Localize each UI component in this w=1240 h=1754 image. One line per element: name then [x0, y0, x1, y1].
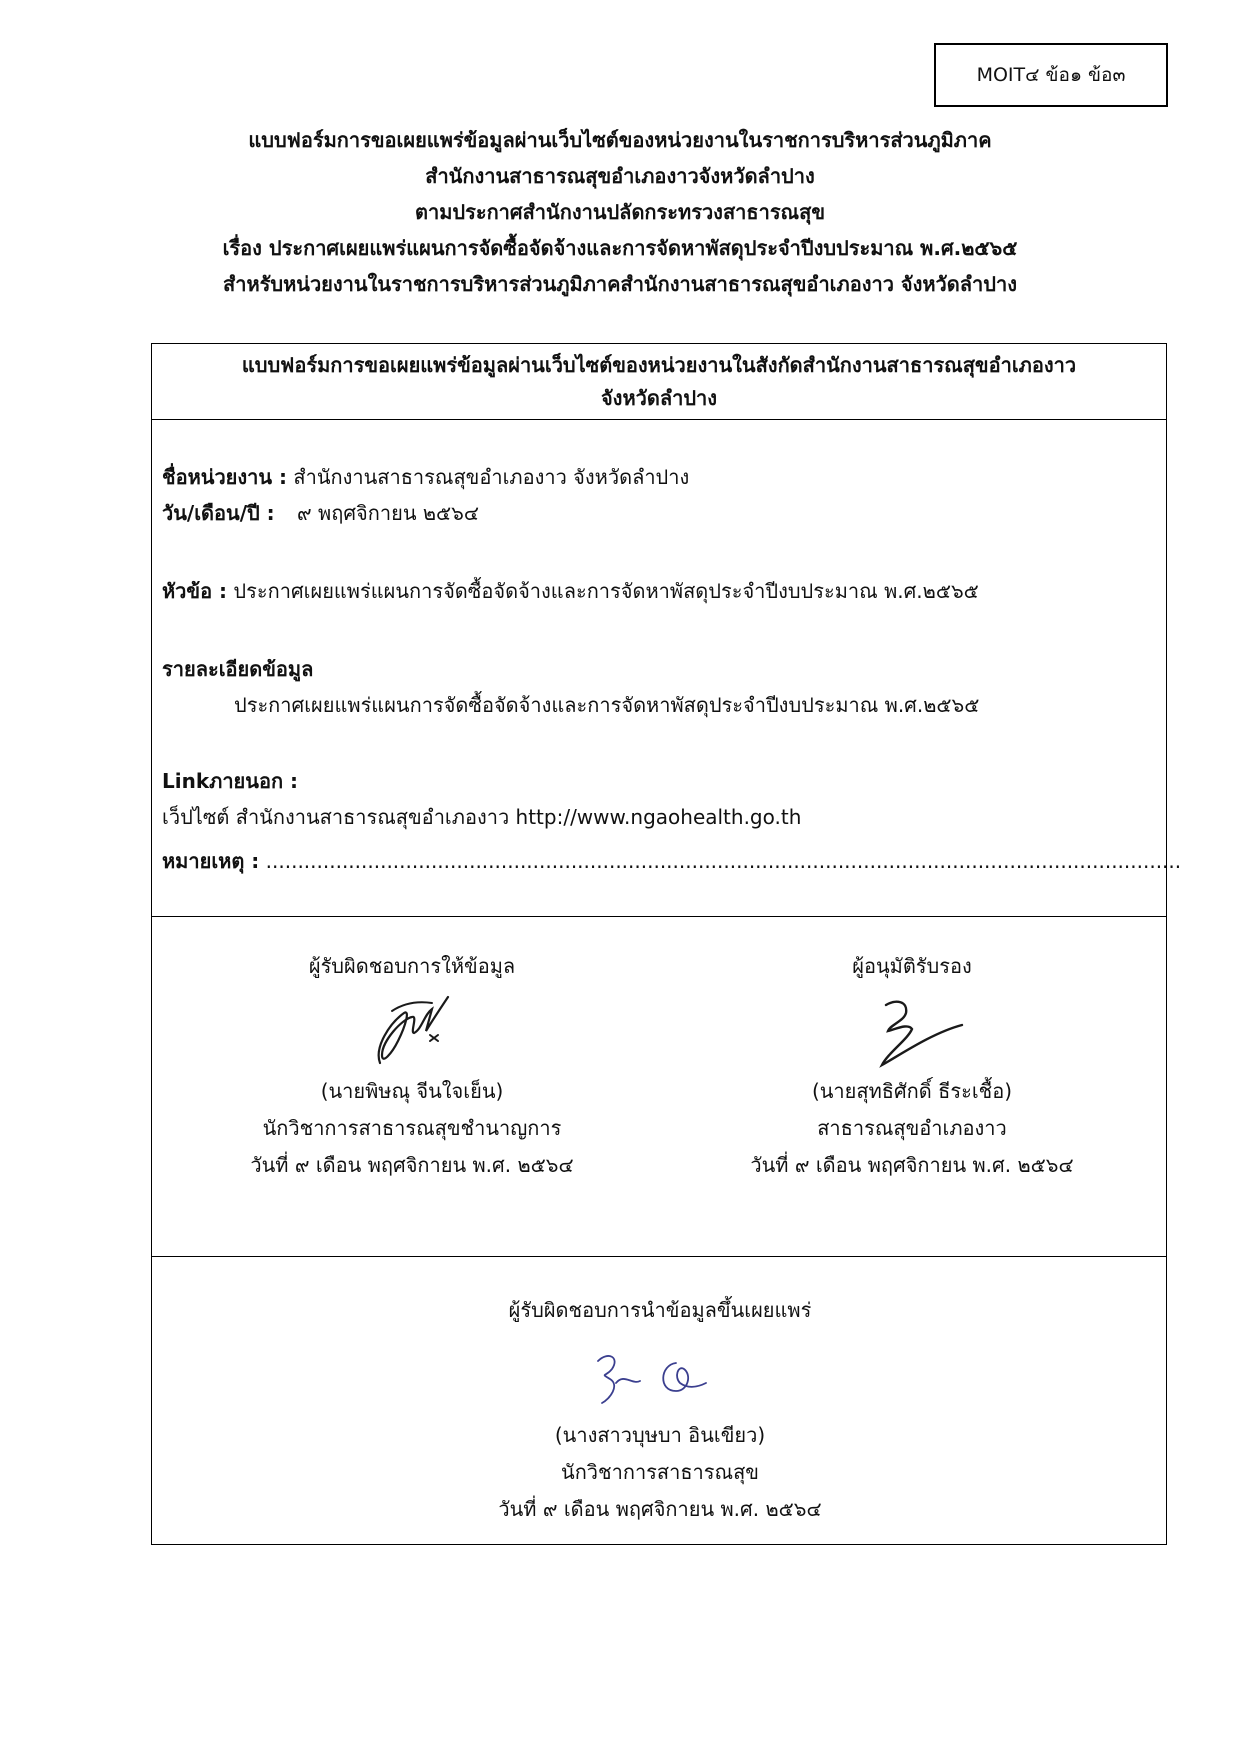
- topic-value: ประกาศเผยแพร่แผนการจัดซื้อจัดจ้างและการจัดหาพัสดุประจำปีงบประมาณ พ.ศ.๒๕๖๕: [233, 579, 979, 603]
- section-divider: [152, 916, 1166, 917]
- document-code-box: [934, 43, 1168, 107]
- header-line: แบบฟอร์มการขอเผยแพร่ข้อมูลผ่านเว็บไซต์ของหน่วยงานในราชการบริหารส่วนภูมิภาค: [248, 128, 992, 152]
- form-title: [152, 344, 1166, 420]
- approver-position: สาธารณสุขอำเภองาว: [817, 1116, 1007, 1140]
- note-row: [162, 846, 1181, 876]
- approver-date: วันที่ ๙ เดือน พฤศจิกายน พ.ศ. ๒๕๖๔: [750, 1153, 1074, 1177]
- approver-role: ผู้อนุมัติรับรอง: [852, 954, 972, 978]
- topic-label: หัวข้อ :: [162, 579, 228, 603]
- header-line: เรื่อง ประกาศเผยแพร่แผนการจัดซื้อจัดจ้างและการจัดหาพัสดุประจำปีงบประมาณ พ.ศ.๒๕๖๕: [222, 236, 1018, 260]
- publisher-signature-block: [410, 1292, 910, 1528]
- detail-text: [234, 690, 979, 720]
- note-value: ................................................................................................................................................: [265, 849, 1182, 873]
- publisher-role: ผู้รับผิดชอบการนำข้อมูลขึ้นเผยแพร่: [508, 1298, 812, 1322]
- detail-label: รายละเอียดข้อมูล: [162, 657, 314, 681]
- document-code: MOIT๔ ข้อ๑ ข้อ๓: [976, 64, 1126, 86]
- form-title-line: แบบฟอร์มการขอเผยแพร่ข้อมูลผ่านเว็บไซต์ของหน่วยงานในสังกัดสำนักงานสาธารณสุขอำเภองาว: [241, 353, 1077, 377]
- detail-value: ประกาศเผยแพร่แผนการจัดซื้อจัดจ้างและการจัดหาพัสดุประจำปีงบประมาณ พ.ศ.๒๕๖๕: [234, 693, 980, 717]
- provider-signature-icon: [352, 985, 472, 1071]
- header-line: สำนักงานสาธารณสุขอำเภองาวจังหวัดลำปาง: [425, 164, 815, 188]
- agency-value: สำนักงานสาธารณสุขอำเภองาว จังหวัดลำปาง: [293, 465, 690, 489]
- form-frame: [151, 343, 1182, 1545]
- agency-label: ชื่อหน่วยงาน :: [162, 465, 288, 489]
- provider-signature-block: [232, 948, 592, 1184]
- note-label: หมายเหตุ :: [162, 849, 260, 873]
- link-row: [162, 766, 298, 796]
- provider-role: ผู้รับผิดชอบการให้ข้อมูล: [308, 954, 516, 978]
- section-divider: [152, 1256, 1166, 1257]
- detail-row: [162, 654, 313, 684]
- header-line: ตามประกาศสำนักงานปลัดกระทรวงสาธารณสุข: [414, 200, 825, 224]
- date-row: [162, 498, 479, 528]
- provider-name: (นายพิษณุ จีนใจเย็น): [320, 1079, 504, 1103]
- publisher-signature-icon: [580, 1343, 740, 1413]
- link-label: Linkภายนอก :: [162, 769, 299, 793]
- date-value: ๙ พฤศจิกายน ๒๕๖๔: [297, 501, 479, 525]
- provider-date: วันที่ ๙ เดือน พฤศจิกายน พ.ศ. ๒๕๖๔: [250, 1153, 574, 1177]
- approver-signature-block: [732, 948, 1092, 1184]
- approver-signature-icon: [852, 985, 972, 1071]
- link-value[interactable]: เว็ปไซต์ สำนักงานสาธารณสุขอำเภองาว http://www.ngaohealth.go.th: [162, 805, 802, 829]
- publisher-date: วันที่ ๙ เดือน พฤศจิกายน พ.ศ. ๒๕๖๔: [498, 1497, 822, 1521]
- date-label: วัน/เดือน/ปี :: [162, 501, 275, 525]
- publisher-position: นักวิชาการสาธารณสุข: [561, 1460, 759, 1484]
- publisher-name: (นางสาวบุษบา อินเขียว): [554, 1423, 766, 1447]
- header-line: สำหรับหน่วยงานในราชการบริหารส่วนภูมิภาคสำนักงานสาธารณสุขอำเภองาว จังหวัดลำปาง: [223, 272, 1017, 296]
- link-text: [162, 802, 801, 832]
- topic-row: [162, 576, 979, 606]
- approver-name: (นายสุทธิศักดิ์ ธีระเชื้อ): [811, 1079, 1013, 1103]
- agency-row: [162, 462, 689, 492]
- form-title-line: จังหวัดลำปาง: [600, 386, 718, 410]
- document-header: [60, 122, 1180, 302]
- provider-position: นักวิชาการสาธารณสุขชำนาญการ: [262, 1116, 562, 1140]
